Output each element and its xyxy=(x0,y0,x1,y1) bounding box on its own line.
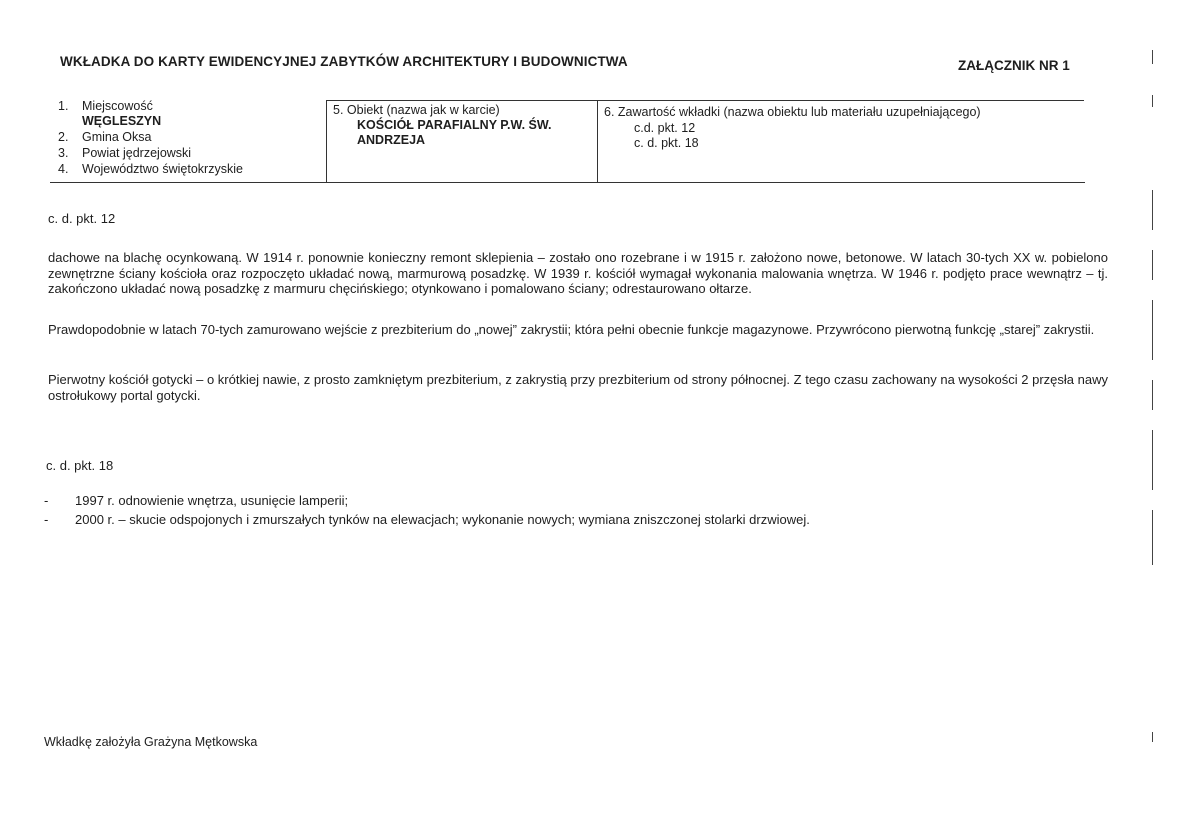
scan-edge-mark xyxy=(1152,732,1153,742)
list-item: - 2000 r. – skucie odspojonych i zmurszałych tynków na elewacjach; wykonanie nowych; wymiana zniszczonej stolarki drzwiowej. xyxy=(44,512,810,527)
municipality-row: 2. Gmina Oksa xyxy=(58,130,152,144)
location-value: WĘGLESZYN xyxy=(82,114,162,128)
info-table xyxy=(50,100,1085,183)
contents-label: 6. Zawartość wkładki (nazwa obiektu lub materiału uzupełniającego) xyxy=(604,105,981,119)
contents-item: c. d. pkt. 18 xyxy=(634,136,699,150)
section-18-heading: c. d. pkt. 18 xyxy=(46,458,114,473)
section-18-list xyxy=(44,491,810,529)
document-title: WKŁADKA DO KARTY EWIDENCYJNEJ ZABYTKÓW ARCHITEKTURY I BUDOWNICTWA xyxy=(60,54,628,69)
scan-edge-mark xyxy=(1152,510,1153,565)
voivodeship-label: Województwo świętokrzyskie xyxy=(82,162,243,176)
signature-line: Wkładkę założyła Grażyna Mętkowska xyxy=(44,735,258,749)
annex-label: ZAŁĄCZNIK NR 1 xyxy=(958,58,1070,73)
municipality-label: Gmina Oksa xyxy=(82,130,152,144)
scan-edge-mark xyxy=(1152,190,1153,230)
scan-edge-mark xyxy=(1152,430,1153,490)
list-item: - 1997 r. odnowienie wnętrza, usunięcie lamperii; xyxy=(44,493,349,508)
scan-edge-mark xyxy=(1152,250,1153,280)
object-value: KOŚCIÓŁ PARAFIALNY P.W. ŚW. ANDRZEJA xyxy=(357,118,552,147)
section-12-paragraph-3: Pierwotny kościół gotycki – o krótkiej nawie, z prosto zamkniętym prezbiterium, z zakrystią przy prezbiterium od strony północnej. Z tego czasu zachowany na wysokości 2 przęsła nawy ostrołukowy portal gotycki. xyxy=(48,372,1108,403)
scan-edge-mark xyxy=(1152,380,1153,410)
scan-edge-mark xyxy=(1152,95,1153,107)
contents-item: c.d. pkt. 12 xyxy=(634,121,696,135)
location-column xyxy=(50,100,327,182)
location-label: Miejscowość xyxy=(82,99,153,113)
location-row: 1. Miejscowość xyxy=(58,99,153,113)
section-12-paragraph-1: dachowe na blachę ocynkowaną. W 1914 r. ponownie konieczny remont sklepienia – zostało ono rozebrane i w 1915 r. założono nowe, betonowe. W latach 30-tych XX w. pobielono zewnętrzne ściany kościoła oraz rozpoczęto układać nową, marmurową posadzkę. W 1939 r. kościół wymagał wykonania malowania wnętrza. W 1946 r. podjęto prace wewnątrz – tj. zakończono układać nową posadzkę z marmuru chęcińskiego; otynkowano i pomalowano ściany; odrestaurowano ołtarze. xyxy=(48,250,1108,296)
scan-edge-mark xyxy=(1152,50,1153,64)
voivodeship-row: 4. Województwo świętokrzyskie xyxy=(58,162,243,176)
district-label: Powiat jędrzejowski xyxy=(82,146,192,160)
contents-column xyxy=(598,100,1084,182)
scan-edge-mark xyxy=(1152,300,1153,360)
section-12-paragraph-2: Prawdopodobnie w latach 70-tych zamurowano wejście z prezbiterium do „nowej” zakrystii; która pełni obecnie funkcje magazynowe. Przywrócono pierwotną funkcję „starej” zakrystii. xyxy=(48,322,1095,337)
section-12-heading: c. d. pkt. 12 xyxy=(48,211,116,226)
object-label: 5. Obiekt (nazwa jak w karcie) xyxy=(333,103,500,117)
district-row: 3. Powiat jędrzejowski xyxy=(58,146,192,160)
object-column xyxy=(327,100,598,182)
